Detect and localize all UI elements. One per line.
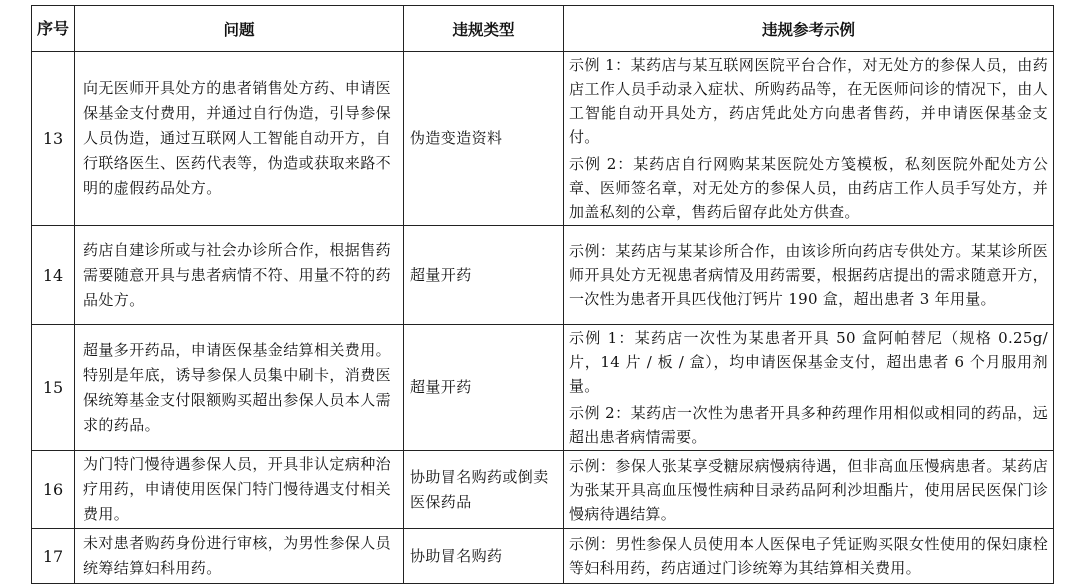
row-issue: 药店自建诊所或与社会办诊所合作，根据售药需要随意开具与患者病情不符、用量不符的药品处方。 <box>75 226 404 325</box>
row-violation-type: 超量开药 <box>404 226 564 325</box>
table-row <box>32 529 1054 584</box>
row-examples <box>564 451 1054 529</box>
row-examples <box>564 226 1054 325</box>
table-row <box>32 325 1054 451</box>
header-example: 违规参考示例 <box>564 6 1054 52</box>
row-issue: 为门特门慢待遇参保人员，开具非认定病种治疗用药，申请使用医保门特门慢待遇支付相关费用。 <box>75 451 404 529</box>
row-violation-type: 超量开药 <box>404 325 564 451</box>
example-text: 示例 1：某药店与某互联网医院平台合作，对无处方的参保人员，由药店工作人员手动录入症状、所购药品等，在无医师问诊的情况下，由人工智能自动开具处方，药店凭此处方向患者售药，并申请医保基金支付。 <box>569 56 1048 146</box>
header-violation-type: 违规类型 <box>404 6 564 52</box>
row-number: 13 <box>32 52 75 226</box>
row-number: 16 <box>32 451 75 529</box>
example-text: 示例 1：某药店一次性为某患者开具 50 盒阿帕替尼（规格 0.25g/片，14 片 / 板 / 盒），均申请医保基金支付，超出患者 6 个月服用剂量。 <box>569 329 1048 395</box>
row-issue: 向无医师开具处方的患者销售处方药、申请医保基金支付费用，并通过自行伪造，引导参保人员伪造，通过互联网人工智能自动开方，自行联络医生、医药代表等，伪造或获取来路不明的虚假药品处方。 <box>75 52 404 226</box>
row-examples <box>564 325 1054 451</box>
example-text: 示例 2：某药店一次性为患者开具多种药理作用相似或相同的药品，远超出患者病情需要。 <box>569 404 1048 446</box>
row-number: 15 <box>32 325 75 451</box>
table-row <box>32 52 1054 226</box>
violation-table-container <box>31 5 1053 584</box>
table-header-row <box>32 6 1054 52</box>
table-row <box>32 226 1054 325</box>
example-text: 示例：男性参保人员使用本人医保电子凭证购买限女性使用的保妇康栓等妇科用药，药店通过门诊统筹为其结算相关费用。 <box>569 535 1048 577</box>
table-row <box>32 451 1054 529</box>
row-violation-type: 协助冒名购药或倒卖医保药品 <box>404 451 564 529</box>
row-examples <box>564 52 1054 226</box>
example-text: 示例 2：某药店自行网购某某医院处方笺模板，私刻医院外配处方公章、医师签名章，对无处方的参保人员，由药店工作人员手写处方，并加盖私刻的公章，售药后留存此处方供查。 <box>569 155 1048 221</box>
example-text: 示例：某药店与某某诊所合作，由该诊所向药店专供处方。某某诊所医师开具处方无视患者病情及用药需要，根据药店提出的需求随意开方，一次性为患者开具匹伐他汀钙片 190 盒，超出患者 3 年用量。 <box>569 242 1048 308</box>
row-violation-type: 伪造变造资料 <box>404 52 564 226</box>
row-violation-type: 协助冒名购药 <box>404 529 564 584</box>
example-text: 示例：参保人张某享受糖尿病慢病待遇，但非高血压慢病患者。某药店为张某开具高血压慢性病种目录药品阿利沙坦酯片，使用居民医保门诊慢病待遇结算。 <box>569 456 1048 523</box>
violation-table <box>31 5 1054 584</box>
row-issue: 超量多开药品，申请医保基金结算相关费用。特别是年底，诱导参保人员集中刷卡，消费医保统筹基金支付限额购买超出参保人员本人需求的药品。 <box>75 325 404 451</box>
row-issue: 未对患者购药身份进行审核，为男性参保人员统筹结算妇科用药。 <box>75 529 404 584</box>
row-number: 17 <box>32 529 75 584</box>
header-seq: 序号 <box>32 6 75 52</box>
row-examples <box>564 529 1054 584</box>
row-number: 14 <box>32 226 75 325</box>
header-issue: 问题 <box>75 6 404 52</box>
